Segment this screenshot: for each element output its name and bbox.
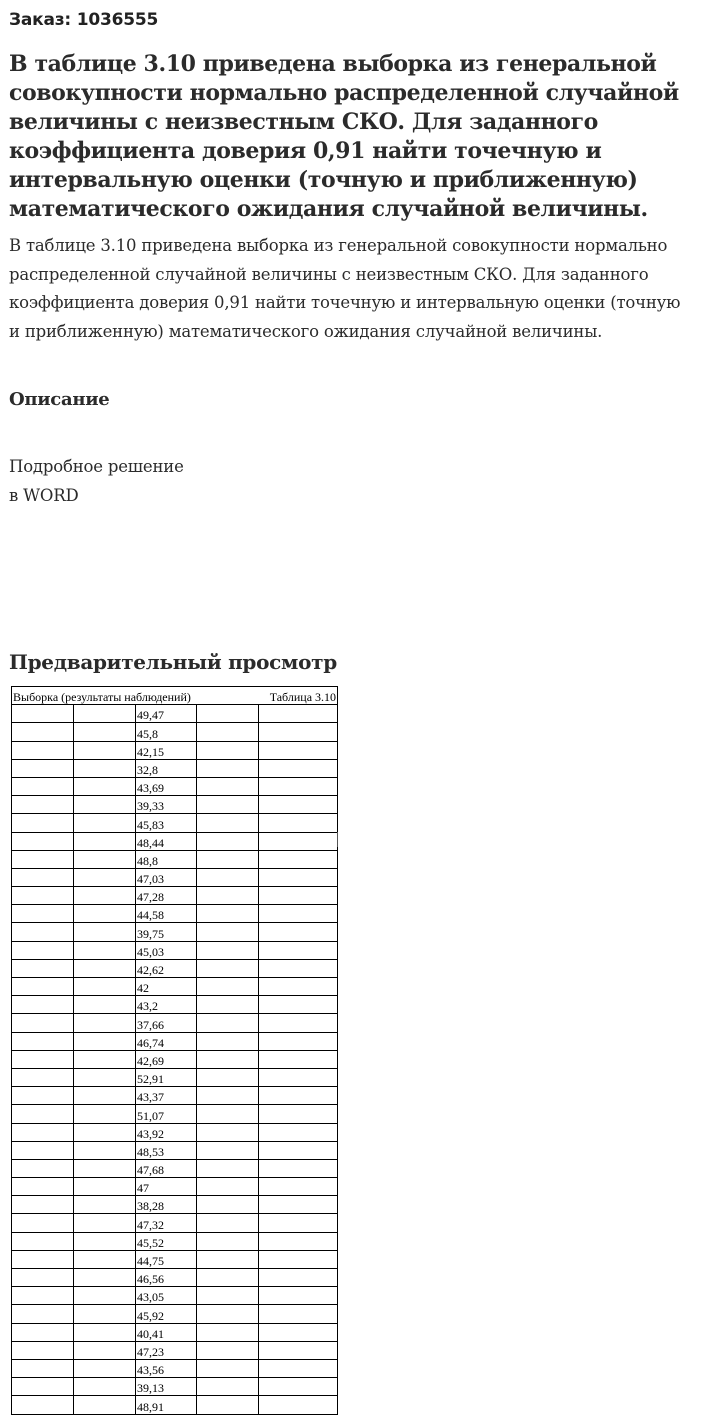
sample-value-cell: 45,8 <box>136 723 197 741</box>
empty-cell <box>74 1141 136 1159</box>
sample-value-cell: 46,56 <box>136 1269 197 1287</box>
empty-cell <box>259 923 338 941</box>
table-row <box>12 723 338 741</box>
empty-cell <box>74 1323 136 1341</box>
empty-cell <box>259 796 338 814</box>
table-row <box>12 923 338 941</box>
empty-cell <box>74 759 136 777</box>
empty-cell <box>197 1341 259 1359</box>
sample-value-cell: 45,52 <box>136 1232 197 1250</box>
sample-value-cell: 37,66 <box>136 1014 197 1032</box>
empty-cell <box>12 905 74 923</box>
preview-heading: Предварительный просмотр <box>9 650 337 674</box>
empty-cell <box>12 832 74 850</box>
table-row <box>12 1014 338 1032</box>
empty-cell <box>259 1105 338 1123</box>
table-row <box>12 1323 338 1341</box>
empty-cell <box>197 905 259 923</box>
table-row <box>12 868 338 886</box>
empty-cell <box>74 814 136 832</box>
empty-cell <box>12 1250 74 1268</box>
sample-value-cell: 43,69 <box>136 777 197 795</box>
empty-cell <box>12 1105 74 1123</box>
empty-cell <box>197 741 259 759</box>
empty-cell <box>259 759 338 777</box>
empty-cell <box>74 1305 136 1323</box>
table-row <box>12 996 338 1014</box>
sample-value-cell: 42 <box>136 978 197 996</box>
empty-cell <box>12 1232 74 1250</box>
sample-value-cell: 48,53 <box>136 1141 197 1159</box>
empty-cell <box>259 832 338 850</box>
description-heading: Описание <box>9 389 110 410</box>
empty-cell <box>197 1178 259 1196</box>
task-text: В таблице 3.10 приведена выборка из генеральной совокупности нормально распределенной случайной величины с неизвестным СКО. Для заданного коэффициента доверия 0,91 найти точечную и интервальную оценки (точную и приближенную) математического ожидания случайной величины. <box>9 236 681 341</box>
empty-cell <box>74 832 136 850</box>
empty-cell <box>12 1141 74 1159</box>
empty-cell <box>12 759 74 777</box>
sample-value-cell: 47,32 <box>136 1214 197 1232</box>
table-row <box>12 1050 338 1068</box>
empty-cell <box>74 1159 136 1177</box>
empty-cell <box>197 923 259 941</box>
table-row <box>12 850 338 868</box>
table-row <box>12 832 338 850</box>
preview-document <box>11 686 338 1416</box>
empty-cell <box>259 1178 338 1196</box>
empty-cell <box>259 1396 338 1414</box>
sample-value-cell: 43,56 <box>136 1359 197 1377</box>
sample-value-cell: 45,03 <box>136 941 197 959</box>
table-row <box>12 1378 338 1396</box>
empty-cell <box>74 1068 136 1086</box>
empty-cell <box>74 1178 136 1196</box>
empty-cell <box>259 850 338 868</box>
sample-value-cell: 43,37 <box>136 1087 197 1105</box>
sample-value-cell: 39,33 <box>136 796 197 814</box>
table-row <box>12 759 338 777</box>
empty-cell <box>259 723 338 741</box>
empty-cell <box>74 1341 136 1359</box>
sample-value-cell: 42,69 <box>136 1050 197 1068</box>
empty-cell <box>197 1250 259 1268</box>
sample-value-cell: 47,28 <box>136 887 197 905</box>
empty-cell <box>74 1378 136 1396</box>
empty-cell <box>12 1359 74 1377</box>
table-row <box>12 741 338 759</box>
sample-value-cell: 47,68 <box>136 1159 197 1177</box>
sample-value-cell: 39,13 <box>136 1378 197 1396</box>
empty-cell <box>259 1087 338 1105</box>
empty-cell <box>197 941 259 959</box>
sample-value-cell: 49,47 <box>136 705 197 723</box>
table-row <box>12 1141 338 1159</box>
table-row <box>12 1196 338 1214</box>
empty-cell <box>197 1323 259 1341</box>
sample-value-cell: 40,41 <box>136 1323 197 1341</box>
sample-value-cell: 52,91 <box>136 1068 197 1086</box>
empty-cell <box>12 1087 74 1105</box>
empty-cell <box>197 850 259 868</box>
empty-cell <box>74 1232 136 1250</box>
empty-cell <box>12 1196 74 1214</box>
empty-cell <box>12 1287 74 1305</box>
sample-value-cell: 44,75 <box>136 1250 197 1268</box>
sample-value-cell: 48,8 <box>136 850 197 868</box>
empty-cell <box>197 796 259 814</box>
empty-cell <box>12 1269 74 1287</box>
description-text <box>9 452 184 510</box>
empty-cell <box>74 1196 136 1214</box>
empty-cell <box>12 814 74 832</box>
empty-cell <box>197 1159 259 1177</box>
empty-cell <box>259 1214 338 1232</box>
empty-cell <box>197 1050 259 1068</box>
table-row <box>12 978 338 996</box>
empty-cell <box>197 996 259 1014</box>
sample-value-cell: 45,92 <box>136 1305 197 1323</box>
sample-value-cell: 47,23 <box>136 1341 197 1359</box>
empty-cell <box>74 777 136 795</box>
table-row <box>12 1305 338 1323</box>
empty-cell <box>12 978 74 996</box>
table-row <box>12 705 338 723</box>
empty-cell <box>12 868 74 886</box>
empty-cell <box>12 1214 74 1232</box>
page-title: В таблице 3.10 приведена выборка из генеральной совокупности нормально распределенной случайной величины с неизвестным СКО. Для заданного коэффициента доверия 0,91 найти точечную и интервальную оценки (точную и приближенную) математического ожидания случайной величины. <box>9 51 679 222</box>
empty-cell <box>197 1105 259 1123</box>
sample-value-cell: 43,05 <box>136 1287 197 1305</box>
empty-cell <box>197 777 259 795</box>
empty-cell <box>197 1269 259 1287</box>
empty-cell <box>259 1323 338 1341</box>
empty-cell <box>12 1341 74 1359</box>
empty-cell <box>74 1287 136 1305</box>
empty-cell <box>197 1378 259 1396</box>
empty-cell <box>259 741 338 759</box>
empty-cell <box>259 1341 338 1359</box>
empty-cell <box>259 905 338 923</box>
sample-value-cell: 39,75 <box>136 923 197 941</box>
empty-cell <box>197 814 259 832</box>
empty-cell <box>259 1159 338 1177</box>
sample-value-cell: 42,62 <box>136 959 197 977</box>
empty-cell <box>259 814 338 832</box>
empty-cell <box>259 1250 338 1268</box>
empty-cell <box>197 1305 259 1323</box>
table-row <box>12 1250 338 1268</box>
empty-cell <box>197 887 259 905</box>
table-row <box>12 1396 338 1414</box>
empty-cell <box>74 723 136 741</box>
empty-cell <box>259 1305 338 1323</box>
empty-cell <box>12 1050 74 1068</box>
table-row <box>12 1159 338 1177</box>
table-row <box>12 959 338 977</box>
empty-cell <box>12 1396 74 1414</box>
sample-value-cell: 45,83 <box>136 814 197 832</box>
table-row <box>12 814 338 832</box>
empty-cell <box>259 1359 338 1377</box>
table-row <box>12 1032 338 1050</box>
empty-cell <box>197 1232 259 1250</box>
empty-cell <box>259 1050 338 1068</box>
sample-table <box>11 686 338 1415</box>
empty-cell <box>259 1269 338 1287</box>
empty-cell <box>12 996 74 1014</box>
empty-cell <box>12 1032 74 1050</box>
table-row <box>12 905 338 923</box>
empty-cell <box>74 1214 136 1232</box>
sample-value-cell: 32,8 <box>136 759 197 777</box>
empty-cell <box>197 1123 259 1141</box>
empty-cell <box>259 996 338 1014</box>
empty-cell <box>197 959 259 977</box>
sample-value-cell: 51,07 <box>136 1105 197 1123</box>
empty-cell <box>74 978 136 996</box>
empty-cell <box>74 1396 136 1414</box>
table-header-cell <box>12 687 338 705</box>
empty-cell <box>12 959 74 977</box>
empty-cell <box>12 1378 74 1396</box>
empty-cell <box>12 1123 74 1141</box>
empty-cell <box>74 959 136 977</box>
empty-cell <box>74 1105 136 1123</box>
empty-cell <box>12 796 74 814</box>
empty-cell <box>259 1378 338 1396</box>
empty-cell <box>74 1250 136 1268</box>
table-row <box>12 1287 338 1305</box>
empty-cell <box>259 777 338 795</box>
sample-value-cell: 38,28 <box>136 1196 197 1214</box>
empty-cell <box>74 796 136 814</box>
empty-cell <box>259 959 338 977</box>
empty-cell <box>197 1287 259 1305</box>
empty-cell <box>12 887 74 905</box>
empty-cell <box>259 887 338 905</box>
empty-cell <box>197 1014 259 1032</box>
sample-value-cell: 42,15 <box>136 741 197 759</box>
empty-cell <box>259 1014 338 1032</box>
table-row <box>12 796 338 814</box>
table-row <box>12 1359 338 1377</box>
empty-cell <box>74 868 136 886</box>
empty-cell <box>197 1141 259 1159</box>
empty-cell <box>259 1068 338 1086</box>
sample-value-cell: 47,03 <box>136 868 197 886</box>
empty-cell <box>12 1159 74 1177</box>
empty-cell <box>197 1032 259 1050</box>
empty-cell <box>197 705 259 723</box>
empty-cell <box>74 741 136 759</box>
empty-cell <box>259 1123 338 1141</box>
empty-cell <box>12 705 74 723</box>
sample-value-cell: 43,92 <box>136 1123 197 1141</box>
empty-cell <box>12 941 74 959</box>
empty-cell <box>259 978 338 996</box>
table-row <box>12 887 338 905</box>
empty-cell <box>74 1123 136 1141</box>
empty-cell <box>74 996 136 1014</box>
empty-cell <box>12 923 74 941</box>
empty-cell <box>74 1359 136 1377</box>
empty-cell <box>74 1032 136 1050</box>
empty-cell <box>197 832 259 850</box>
table-row <box>12 941 338 959</box>
sample-value-cell: 44,58 <box>136 905 197 923</box>
table-row <box>12 1269 338 1287</box>
table-row <box>12 1232 338 1250</box>
empty-cell <box>74 1050 136 1068</box>
empty-cell <box>74 705 136 723</box>
table-header-left: Выборка (результаты наблюдений) <box>13 690 191 705</box>
table-header-row <box>12 687 338 705</box>
empty-cell <box>197 868 259 886</box>
empty-cell <box>197 978 259 996</box>
sample-value-cell: 47 <box>136 1178 197 1196</box>
empty-cell <box>12 1014 74 1032</box>
empty-cell <box>197 1196 259 1214</box>
empty-cell <box>259 1232 338 1250</box>
empty-cell <box>259 941 338 959</box>
sample-value-cell: 43,2 <box>136 996 197 1014</box>
sample-value-cell: 48,91 <box>136 1396 197 1414</box>
empty-cell <box>259 1196 338 1214</box>
sample-value-cell: 46,74 <box>136 1032 197 1050</box>
table-row <box>12 1214 338 1232</box>
table-header-right: Таблица 3.10 <box>269 690 337 705</box>
empty-cell <box>74 887 136 905</box>
empty-cell <box>12 850 74 868</box>
empty-cell <box>197 1214 259 1232</box>
description-line-2: в WORD <box>9 486 79 505</box>
table-row <box>12 1178 338 1196</box>
empty-cell <box>197 1396 259 1414</box>
table-row <box>12 1087 338 1105</box>
empty-cell <box>197 723 259 741</box>
table-row <box>12 1105 338 1123</box>
text-cursor <box>337 832 338 847</box>
empty-cell <box>74 1269 136 1287</box>
table-row <box>12 1123 338 1141</box>
empty-cell <box>74 1087 136 1105</box>
sample-value-cell: 48,44 <box>136 832 197 850</box>
empty-cell <box>12 1323 74 1341</box>
empty-cell <box>259 1287 338 1305</box>
empty-cell <box>74 923 136 941</box>
empty-cell <box>74 905 136 923</box>
empty-cell <box>74 1014 136 1032</box>
empty-cell <box>12 777 74 795</box>
empty-cell <box>74 850 136 868</box>
empty-cell <box>197 1359 259 1377</box>
empty-cell <box>74 941 136 959</box>
empty-cell <box>259 868 338 886</box>
empty-cell <box>12 1178 74 1196</box>
empty-cell <box>12 723 74 741</box>
empty-cell <box>12 1068 74 1086</box>
description-line-1: Подробное решение <box>9 457 184 476</box>
empty-cell <box>259 1141 338 1159</box>
table-row <box>12 777 338 795</box>
empty-cell <box>197 1068 259 1086</box>
table-row <box>12 1341 338 1359</box>
empty-cell <box>12 741 74 759</box>
empty-cell <box>259 705 338 723</box>
empty-cell <box>259 1032 338 1050</box>
order-number: Заказ: 1036555 <box>9 10 159 30</box>
empty-cell <box>197 759 259 777</box>
empty-cell <box>12 1305 74 1323</box>
table-row <box>12 1068 338 1086</box>
empty-cell <box>197 1087 259 1105</box>
